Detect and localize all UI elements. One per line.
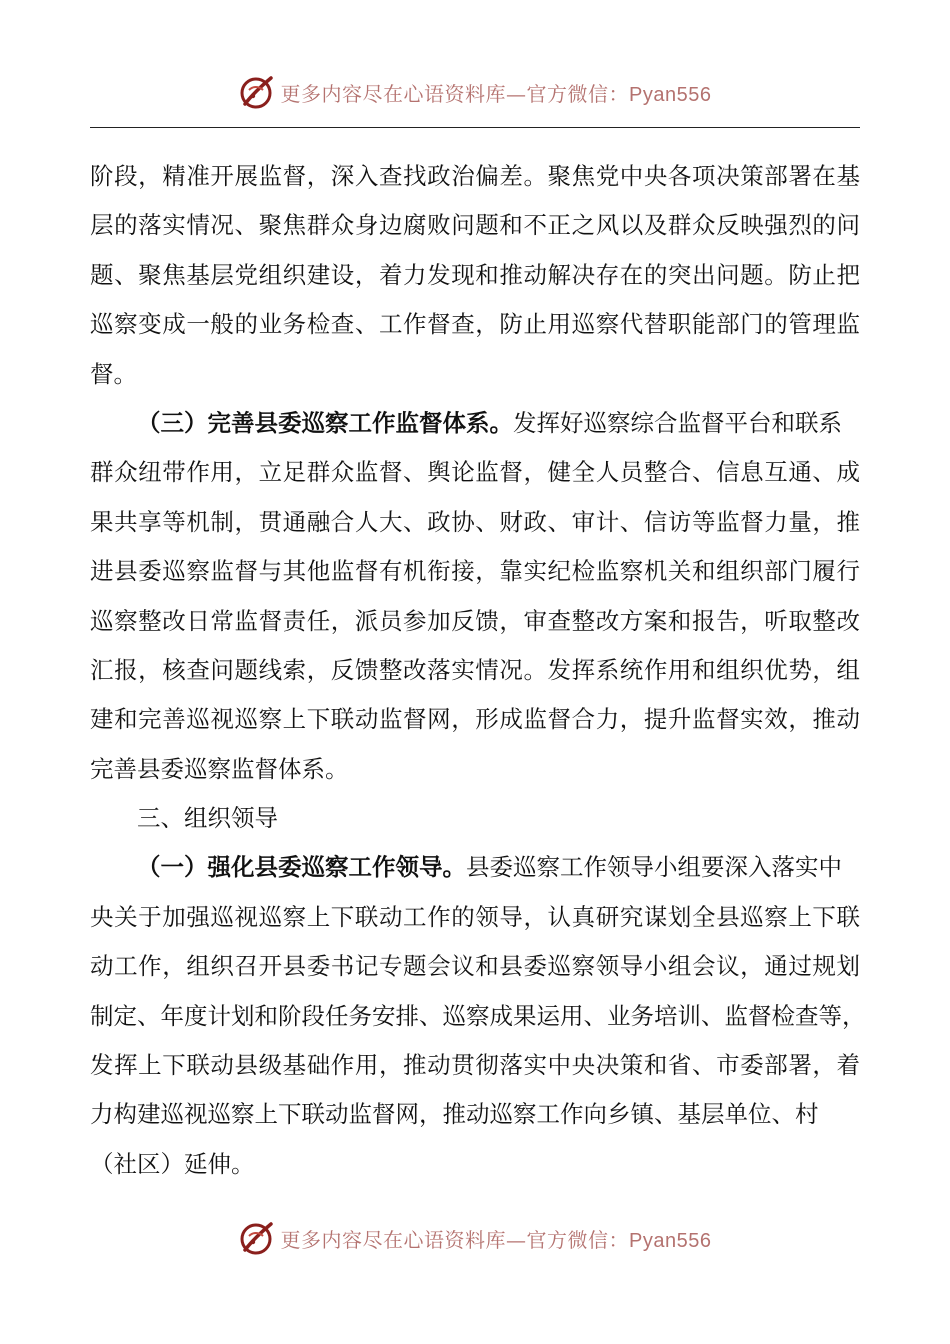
watermark-text: 更多内容尽在心语资料库—官方微信：Pyan556 bbox=[280, 81, 712, 106]
text-line: 动工作，组织召开县委书记专题会议和县委巡察领导小组会议，通过规划 bbox=[90, 952, 860, 981]
text-line: 果共享等机制，贯通融合人大、政协、财政、审计、信访等监督力量，推 bbox=[90, 507, 860, 536]
header-divider bbox=[90, 127, 860, 128]
footer-watermark bbox=[0, 1216, 950, 1260]
wechat-id: Pyan556 bbox=[629, 83, 712, 106]
text-line: 央关于加强巡视巡察上下联动工作的领导，认真研究谋划全县巡察上下联 bbox=[90, 902, 860, 931]
text-line: （社区）延伸。 bbox=[90, 1149, 255, 1178]
text-line: 层的落实情况、聚焦群众身边腐败问题和不正之风以及群众反映强烈的问 bbox=[90, 211, 860, 240]
text-line: 巡察变成一般的业务检查、工作督查，防止用巡察代替职能部门的管理监 bbox=[90, 310, 860, 339]
section-title: 三、组织领导 bbox=[137, 804, 278, 833]
text-line: 建和完善巡视巡察上下联动监督网，形成监督合力，提升监督实效，推动 bbox=[90, 705, 860, 734]
brush-logo-icon bbox=[239, 1220, 275, 1256]
text-line: 巡察整改日常监督责任，派员参加反馈，审查整改方案和报告，听取整改 bbox=[90, 606, 860, 635]
text-line: 力构建巡视巡察上下联动监督网，推动巡察工作向乡镇、基层单位、村 bbox=[90, 1100, 819, 1129]
text-line: 群众纽带作用，立足群众监督、舆论监督，健全人员整合、信息互通、成 bbox=[90, 458, 860, 487]
text-line: 汇报，核查问题线索，反馈整改落实情况。发挥系统作用和组织优势，组 bbox=[90, 655, 860, 684]
text-line: 进县委巡察监督与其他监督有机衔接，靠实纪检监察机关和组织部门履行 bbox=[90, 557, 860, 586]
brush-logo-icon bbox=[239, 74, 275, 110]
text-line-remainder: 县委巡察工作领导小组要深入落实中 bbox=[466, 853, 842, 882]
wechat-id: Pyan556 bbox=[629, 1229, 712, 1252]
text-line: 题、聚焦基层党组织建设，着力发现和推动解决存在的突出问题。防止把 bbox=[90, 260, 860, 289]
text-line: 发挥上下联动县级基础作用，推动贯彻落实中央决策和省、市委部署，着 bbox=[90, 1051, 860, 1080]
section-heading-line bbox=[90, 399, 860, 448]
watermark-text: 更多内容尽在心语资料库—官方微信：Pyan556 bbox=[280, 1227, 712, 1252]
header-watermark bbox=[0, 70, 950, 114]
text-line: 督。 bbox=[90, 359, 137, 388]
subsection-title: （一）强化县委巡察工作领导。 bbox=[137, 853, 466, 882]
document-body bbox=[90, 152, 866, 1189]
text-line-remainder: 发挥好巡察综合监督平台和联系 bbox=[513, 408, 842, 437]
text-line: 制定、年度计划和阶段任务安排、巡察成果运用、业务培训、监督检查等， bbox=[90, 1001, 866, 1030]
subsection-title: （三）完善县委巡察工作监督体系。 bbox=[137, 408, 513, 437]
section-heading-line bbox=[90, 843, 860, 892]
text-line: 完善县委巡察监督体系。 bbox=[90, 754, 349, 783]
text-line: 阶段，精准开展监督，深入查找政治偏差。聚焦党中央各项决策部署在基 bbox=[90, 162, 860, 190]
